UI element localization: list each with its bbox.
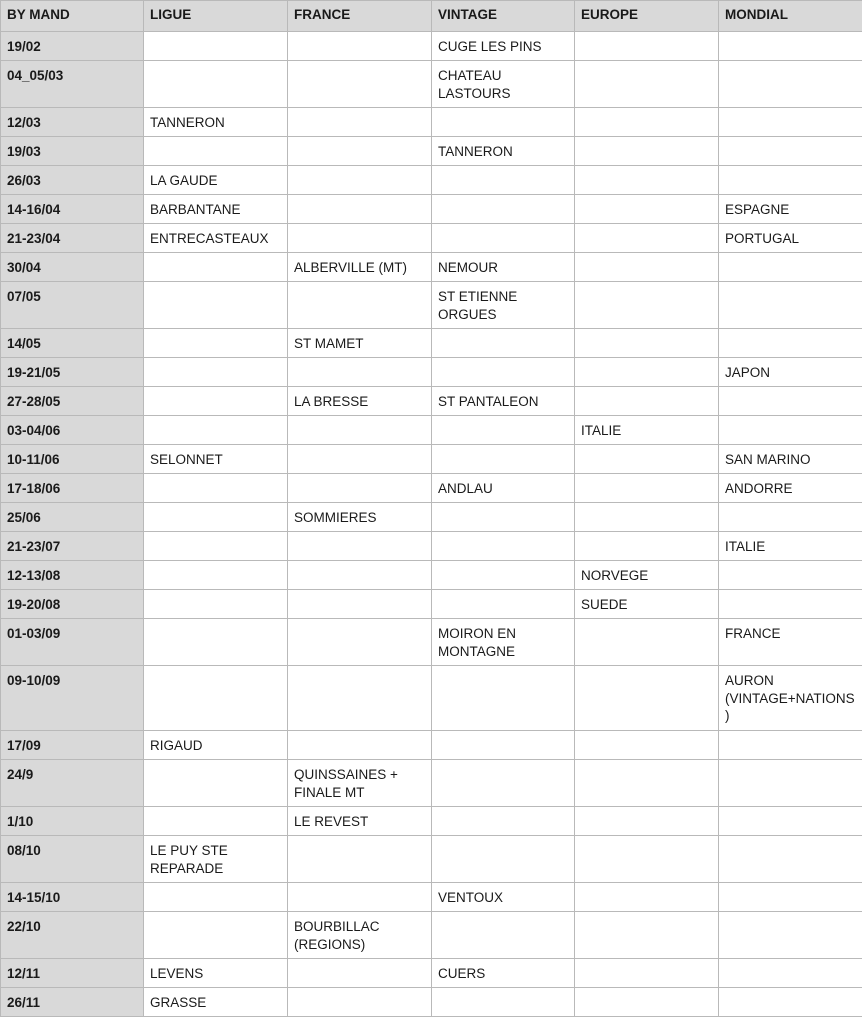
ligue-cell	[144, 760, 288, 807]
table-row	[1, 988, 862, 1017]
vintage-cell: ST ETIENNE ORGUES	[432, 282, 575, 329]
date-cell: 26/11	[1, 988, 144, 1017]
europe-cell	[575, 474, 719, 503]
table-row	[1, 666, 862, 731]
europe-cell	[575, 666, 719, 731]
ligue-cell	[144, 561, 288, 590]
europe-cell	[575, 195, 719, 224]
europe-cell	[575, 807, 719, 836]
ligue-cell	[144, 61, 288, 108]
table-row	[1, 883, 862, 912]
france-cell	[288, 836, 432, 883]
mondial-cell	[719, 108, 862, 137]
france-cell	[288, 959, 432, 988]
france-cell	[288, 108, 432, 137]
mondial-cell	[719, 912, 862, 959]
table-row	[1, 503, 862, 532]
column-header-by-mand: BY MAND	[1, 1, 144, 32]
table-row	[1, 282, 862, 329]
mondial-cell: ANDORRE	[719, 474, 862, 503]
ligue-cell	[144, 912, 288, 959]
table-row	[1, 329, 862, 358]
table-row	[1, 590, 862, 619]
mondial-cell: AURON (VINTAGE+NATIONS)	[719, 666, 862, 731]
vintage-cell	[432, 224, 575, 253]
table-row	[1, 137, 862, 166]
ligue-cell: ENTRECASTEAUX	[144, 224, 288, 253]
table-row	[1, 32, 862, 61]
mondial-cell	[719, 503, 862, 532]
france-cell: LA BRESSE	[288, 387, 432, 416]
france-cell	[288, 532, 432, 561]
france-cell	[288, 561, 432, 590]
vintage-cell	[432, 590, 575, 619]
table-row	[1, 474, 862, 503]
ligue-cell	[144, 666, 288, 731]
date-cell: 19/02	[1, 32, 144, 61]
ligue-cell	[144, 590, 288, 619]
europe-cell	[575, 253, 719, 282]
mondial-cell	[719, 416, 862, 445]
vintage-cell	[432, 836, 575, 883]
ligue-cell: RIGAUD	[144, 731, 288, 760]
vintage-cell	[432, 166, 575, 195]
europe-cell	[575, 988, 719, 1017]
table-row	[1, 619, 862, 666]
mondial-cell	[719, 282, 862, 329]
france-cell	[288, 445, 432, 474]
europe-cell	[575, 282, 719, 329]
france-cell	[288, 666, 432, 731]
date-cell: 14/05	[1, 329, 144, 358]
europe-cell	[575, 760, 719, 807]
france-cell: LE REVEST	[288, 807, 432, 836]
table-row	[1, 760, 862, 807]
france-cell: ST MAMET	[288, 329, 432, 358]
table-row	[1, 912, 862, 959]
europe-cell: NORVEGE	[575, 561, 719, 590]
mondial-cell: SAN MARINO	[719, 445, 862, 474]
vintage-cell	[432, 988, 575, 1017]
ligue-cell	[144, 358, 288, 387]
europe-cell	[575, 445, 719, 474]
mondial-cell	[719, 61, 862, 108]
mondial-cell: PORTUGAL	[719, 224, 862, 253]
ligue-cell	[144, 619, 288, 666]
date-cell: 26/03	[1, 166, 144, 195]
france-cell	[288, 590, 432, 619]
europe-cell	[575, 731, 719, 760]
vintage-cell	[432, 532, 575, 561]
date-cell: 21-23/04	[1, 224, 144, 253]
date-cell: 19-20/08	[1, 590, 144, 619]
column-header-mondial: MONDIAL	[719, 1, 862, 32]
date-cell: 10-11/06	[1, 445, 144, 474]
mondial-cell	[719, 883, 862, 912]
france-cell	[288, 195, 432, 224]
france-cell: QUINSSAINES + FINALE MT	[288, 760, 432, 807]
mondial-cell	[719, 959, 862, 988]
date-cell: 09-10/09	[1, 666, 144, 731]
france-cell	[288, 224, 432, 253]
table-row	[1, 195, 862, 224]
mondial-cell	[719, 807, 862, 836]
vintage-cell: NEMOUR	[432, 253, 575, 282]
europe-cell	[575, 836, 719, 883]
vintage-cell	[432, 329, 575, 358]
date-cell: 17/09	[1, 731, 144, 760]
vintage-cell	[432, 358, 575, 387]
ligue-cell: SELONNET	[144, 445, 288, 474]
vintage-cell	[432, 416, 575, 445]
column-header-ligue: LIGUE	[144, 1, 288, 32]
europe-cell	[575, 387, 719, 416]
column-header-vintage: VINTAGE	[432, 1, 575, 32]
ligue-cell: LEVENS	[144, 959, 288, 988]
europe-cell	[575, 32, 719, 61]
europe-cell	[575, 532, 719, 561]
vintage-cell: TANNERON	[432, 137, 575, 166]
date-cell: 27-28/05	[1, 387, 144, 416]
ligue-cell	[144, 883, 288, 912]
vintage-cell	[432, 561, 575, 590]
date-cell: 22/10	[1, 912, 144, 959]
europe-cell	[575, 912, 719, 959]
mondial-cell	[719, 329, 862, 358]
france-cell: SOMMIERES	[288, 503, 432, 532]
table-row	[1, 959, 862, 988]
europe-cell	[575, 166, 719, 195]
mondial-cell	[719, 836, 862, 883]
france-cell	[288, 619, 432, 666]
date-cell: 12-13/08	[1, 561, 144, 590]
france-cell	[288, 282, 432, 329]
vintage-cell	[432, 731, 575, 760]
france-cell	[288, 166, 432, 195]
ligue-cell	[144, 387, 288, 416]
vintage-cell	[432, 760, 575, 807]
europe-cell	[575, 959, 719, 988]
france-cell	[288, 358, 432, 387]
table-row	[1, 836, 862, 883]
date-cell: 14-15/10	[1, 883, 144, 912]
date-cell: 03-04/06	[1, 416, 144, 445]
vintage-cell	[432, 445, 575, 474]
ligue-cell	[144, 532, 288, 561]
france-cell	[288, 988, 432, 1017]
column-header-europe: EUROPE	[575, 1, 719, 32]
mondial-cell	[719, 137, 862, 166]
table-row	[1, 358, 862, 387]
table-row	[1, 253, 862, 282]
date-cell: 25/06	[1, 503, 144, 532]
vintage-cell	[432, 912, 575, 959]
france-cell	[288, 32, 432, 61]
europe-cell: SUEDE	[575, 590, 719, 619]
mondial-cell	[719, 731, 862, 760]
date-cell: 1/10	[1, 807, 144, 836]
europe-cell	[575, 358, 719, 387]
ligue-cell	[144, 807, 288, 836]
ligue-cell: LE PUY STE REPARADE	[144, 836, 288, 883]
table-row	[1, 416, 862, 445]
ligue-cell	[144, 282, 288, 329]
table-row	[1, 445, 862, 474]
mondial-cell	[719, 253, 862, 282]
europe-cell: ITALIE	[575, 416, 719, 445]
date-cell: 04_05/03	[1, 61, 144, 108]
vintage-cell: CUERS	[432, 959, 575, 988]
ligue-cell	[144, 329, 288, 358]
table-row	[1, 166, 862, 195]
table-row	[1, 108, 862, 137]
table-row	[1, 561, 862, 590]
europe-cell	[575, 503, 719, 532]
europe-cell	[575, 137, 719, 166]
date-cell: 14-16/04	[1, 195, 144, 224]
date-cell: 07/05	[1, 282, 144, 329]
ligue-cell: BARBANTANE	[144, 195, 288, 224]
france-cell	[288, 731, 432, 760]
france-cell: BOURBILLAC (REGIONS)	[288, 912, 432, 959]
vintage-cell: CUGE LES PINS	[432, 32, 575, 61]
table-header	[1, 1, 862, 32]
table-row	[1, 387, 862, 416]
mondial-cell	[719, 590, 862, 619]
vintage-cell: ANDLAU	[432, 474, 575, 503]
ligue-cell	[144, 416, 288, 445]
europe-cell	[575, 883, 719, 912]
mondial-cell	[719, 988, 862, 1017]
date-cell: 12/11	[1, 959, 144, 988]
date-cell: 24/9	[1, 760, 144, 807]
date-cell: 19-21/05	[1, 358, 144, 387]
date-cell: 19/03	[1, 137, 144, 166]
table-row	[1, 731, 862, 760]
date-cell: 30/04	[1, 253, 144, 282]
mondial-cell: ITALIE	[719, 532, 862, 561]
ligue-cell: LA GAUDE	[144, 166, 288, 195]
vintage-cell: VENTOUX	[432, 883, 575, 912]
header-row	[1, 1, 862, 32]
date-cell: 12/03	[1, 108, 144, 137]
ligue-cell	[144, 474, 288, 503]
column-header-france: FRANCE	[288, 1, 432, 32]
table-row	[1, 807, 862, 836]
france-cell	[288, 883, 432, 912]
vintage-cell	[432, 195, 575, 224]
mondial-cell: FRANCE	[719, 619, 862, 666]
date-cell: 01-03/09	[1, 619, 144, 666]
vintage-cell: CHATEAU LASTOURS	[432, 61, 575, 108]
table-body	[1, 32, 862, 1017]
ligue-cell	[144, 137, 288, 166]
ligue-cell: TANNERON	[144, 108, 288, 137]
table-row	[1, 224, 862, 253]
europe-cell	[575, 224, 719, 253]
vintage-cell: MOIRON EN MONTAGNE	[432, 619, 575, 666]
table-row	[1, 532, 862, 561]
vintage-cell	[432, 503, 575, 532]
europe-cell	[575, 619, 719, 666]
mondial-cell	[719, 760, 862, 807]
vintage-cell	[432, 666, 575, 731]
mondial-cell	[719, 32, 862, 61]
france-cell	[288, 61, 432, 108]
europe-cell	[575, 329, 719, 358]
france-cell	[288, 416, 432, 445]
ligue-cell	[144, 253, 288, 282]
ligue-cell	[144, 503, 288, 532]
mondial-cell	[719, 561, 862, 590]
mondial-cell	[719, 166, 862, 195]
vintage-cell	[432, 108, 575, 137]
date-cell: 17-18/06	[1, 474, 144, 503]
mondial-cell	[719, 387, 862, 416]
vintage-cell: ST PANTALEON	[432, 387, 575, 416]
date-cell: 21-23/07	[1, 532, 144, 561]
mondial-cell: ESPAGNE	[719, 195, 862, 224]
mondial-cell: JAPON	[719, 358, 862, 387]
france-cell	[288, 137, 432, 166]
ligue-cell	[144, 32, 288, 61]
europe-cell	[575, 61, 719, 108]
table-row	[1, 61, 862, 108]
ligue-cell: GRASSE	[144, 988, 288, 1017]
europe-cell	[575, 108, 719, 137]
vintage-cell	[432, 807, 575, 836]
france-cell	[288, 474, 432, 503]
france-cell: ALBERVILLE (MT)	[288, 253, 432, 282]
date-cell: 08/10	[1, 836, 144, 883]
